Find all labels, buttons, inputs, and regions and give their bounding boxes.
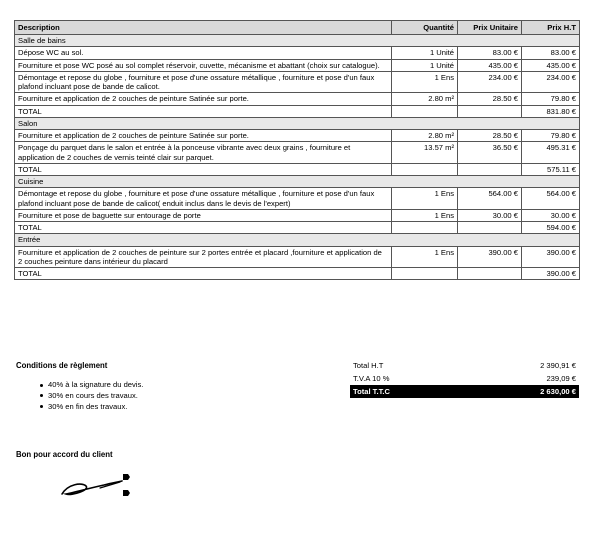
section-total-value: 594.00 € <box>522 222 580 234</box>
line-item-total-ht: 83.00 € <box>522 47 580 59</box>
section-total-row <box>15 105 580 117</box>
line-item-total-ht: 390.00 € <box>522 246 580 268</box>
quote-table-header <box>15 21 580 35</box>
section-row <box>15 117 580 129</box>
section-total-value: 390.00 € <box>522 268 580 280</box>
section-total-empty-unit <box>458 163 522 175</box>
payment-condition-item: 30% en fin des travaux. <box>48 402 336 413</box>
line-item-unit-price: 83.00 € <box>458 47 522 59</box>
total-ttc-label: Total T.T.C <box>350 385 466 398</box>
line-item-row <box>15 93 580 105</box>
line-item-description: Fourniture et pose de baguette sur entourage de porte <box>15 209 392 221</box>
payment-conditions-list <box>16 380 336 412</box>
header-prix-ht: Prix H.T <box>522 21 580 35</box>
line-item-row <box>15 142 580 164</box>
client-signature <box>60 470 140 506</box>
section-row <box>15 35 580 47</box>
section-total-value: 575.11 € <box>522 163 580 175</box>
section-total-empty-qty <box>392 163 458 175</box>
line-item-description: Démontage et repose du globe , fourniture et pose d'une ossature métallique , fourniture et pose d'un faux plafond incluant pose de bande de calicot( enduit inclus dans le devis de l'expert) <box>15 188 392 210</box>
line-item-description: Fourniture et application de 2 couches de peinture sur 2 portes entrée et placard ,fourniture et application de 2 couches peinture dans intérieur du placard <box>15 246 392 268</box>
section-name: Salle de bains <box>15 35 580 47</box>
line-item-description: Fourniture et pose WC posé au sol complet réservoir, cuvette, mécanisme et abattant (choix sur catalogue). <box>15 59 392 71</box>
header-prix-unitaire: Prix Unitaire <box>458 21 522 35</box>
payment-condition-item: 40% à la signature du devis. <box>48 380 336 391</box>
line-item-row <box>15 209 580 221</box>
line-item-quantity: 2.80 m² <box>392 130 458 142</box>
line-item-quantity: 2.80 m² <box>392 93 458 105</box>
section-name: Entrée <box>15 234 580 246</box>
section-total-row <box>15 268 580 280</box>
line-item-unit-price: 435.00 € <box>458 59 522 71</box>
section-total-row <box>15 222 580 234</box>
payment-condition-item: 30% en cours des travaux. <box>48 391 336 402</box>
line-item-row <box>15 188 580 210</box>
line-item-unit-price: 564.00 € <box>458 188 522 210</box>
line-item-description: Fourniture et application de 2 couches de peinture Satinée sur porte. <box>15 93 392 105</box>
total-ttc-value: 2 630,00 € <box>466 385 579 398</box>
payment-conditions-title: Conditions de règlement <box>16 361 108 370</box>
line-item-row <box>15 47 580 59</box>
line-item-unit-price: 36.50 € <box>458 142 522 164</box>
section-total-empty-unit <box>458 268 522 280</box>
section-total-empty-unit <box>458 222 522 234</box>
section-total-empty-qty <box>392 268 458 280</box>
total-ttc-row <box>350 385 579 398</box>
line-item-description: Ponçage du parquet dans le salon et entrée à la ponceuse vibrante avec deux grains , fourniture et application de 2 couches de vernis teinté clair sur parquet. <box>15 142 392 164</box>
quote-table-body <box>15 35 580 280</box>
tva-row <box>350 372 579 385</box>
section-total-value: 831.80 € <box>522 105 580 117</box>
section-total-empty-unit <box>458 105 522 117</box>
line-item-quantity: 1 Ens <box>392 188 458 210</box>
section-row <box>15 176 580 188</box>
line-item-unit-price: 234.00 € <box>458 71 522 93</box>
line-item-total-ht: 564.00 € <box>522 188 580 210</box>
section-total-label: TOTAL <box>15 105 392 117</box>
line-item-quantity: 13.57 m² <box>392 142 458 164</box>
total-ht-value: 2 390,91 € <box>540 361 576 370</box>
line-item-quantity: 1 Ens <box>392 71 458 93</box>
section-total-empty-qty <box>392 222 458 234</box>
line-item-total-ht: 234.00 € <box>522 71 580 93</box>
section-total-label: TOTAL <box>15 268 392 280</box>
line-item-unit-price: 390.00 € <box>458 246 522 268</box>
line-item-quantity: 1 Ens <box>392 209 458 221</box>
line-item-row <box>15 59 580 71</box>
client-agreement-title: Bon pour accord du client <box>16 450 113 459</box>
line-item-quantity: 1 Ens <box>392 246 458 268</box>
section-row <box>15 234 580 246</box>
line-item-total-ht: 30.00 € <box>522 209 580 221</box>
payment-conditions <box>16 361 336 412</box>
line-item-total-ht: 435.00 € <box>522 59 580 71</box>
section-name: Cuisine <box>15 176 580 188</box>
section-total-label: TOTAL <box>15 222 392 234</box>
line-item-quantity: 1 Unité <box>392 59 458 71</box>
line-item-description: Démontage et repose du globe , fourniture et pose d'une ossature métallique , fourniture et pose d'un faux plafond incluant pose de bande de calicot. <box>15 71 392 93</box>
line-item-quantity: 1 Unité <box>392 47 458 59</box>
line-item-total-ht: 495.31 € <box>522 142 580 164</box>
line-item-description: Fourniture et application de 2 couches de peinture Satinée sur porte. <box>15 130 392 142</box>
tva-label: T.V.A 10 % <box>353 374 390 384</box>
quote-table <box>14 20 580 280</box>
line-item-unit-price: 30.00 € <box>458 209 522 221</box>
total-ht-row <box>350 359 579 372</box>
tva-value: 239,09 € <box>546 374 576 384</box>
line-item-row <box>15 246 580 268</box>
section-total-label: TOTAL <box>15 163 392 175</box>
section-total-empty-qty <box>392 105 458 117</box>
line-item-total-ht: 79.80 € <box>522 130 580 142</box>
section-total-row <box>15 163 580 175</box>
line-item-description: Dépose WC au sol. <box>15 47 392 59</box>
totals-table <box>350 359 579 398</box>
line-item-unit-price: 28.50 € <box>458 93 522 105</box>
line-item-row <box>15 130 580 142</box>
section-name: Salon <box>15 117 580 129</box>
line-item-total-ht: 79.80 € <box>522 93 580 105</box>
line-item-unit-price: 28.50 € <box>458 130 522 142</box>
header-row <box>15 21 580 35</box>
total-ht-label: Total H.T <box>353 361 384 370</box>
header-quantite: Quantité <box>392 21 458 35</box>
line-item-row <box>15 71 580 93</box>
header-description: Description <box>15 21 392 35</box>
